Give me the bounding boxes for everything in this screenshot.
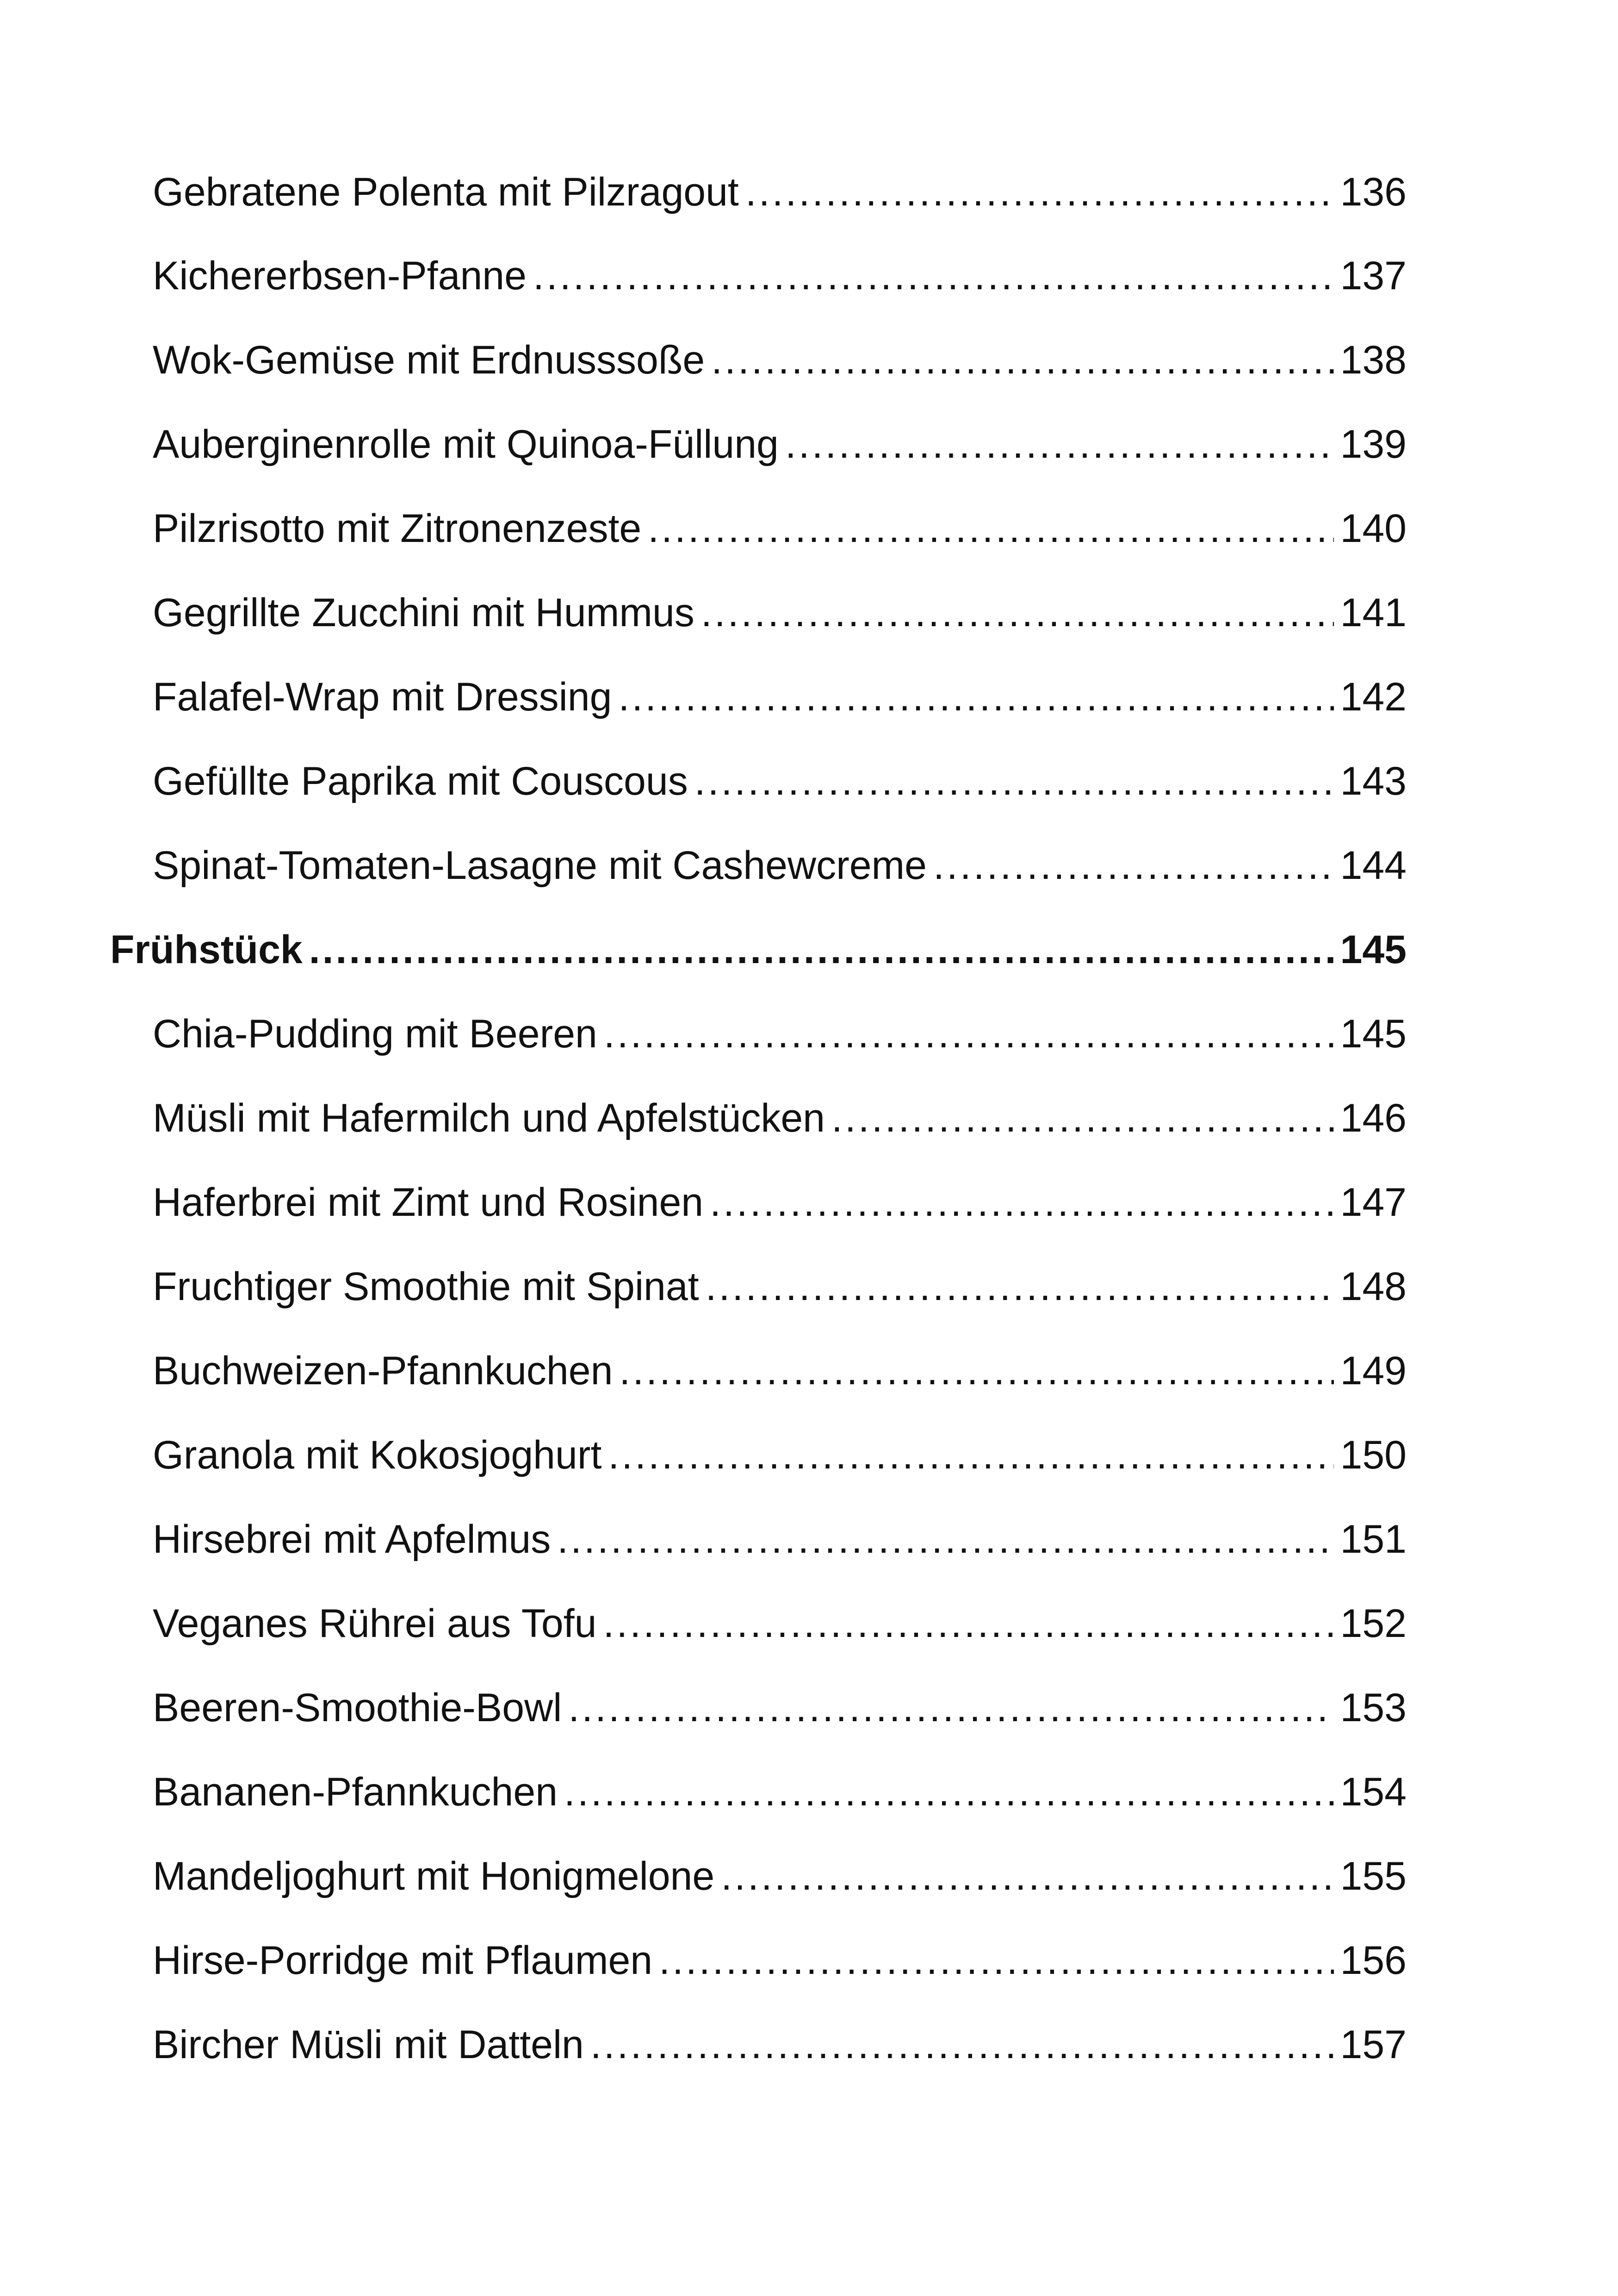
toc-entry-title: Veganes Rührei aus Tofu (153, 1601, 597, 1646)
toc-leader-dots (557, 1512, 1333, 1567)
toc-leader-dots (568, 1680, 1333, 1736)
toc-leader-dots (831, 1090, 1333, 1146)
toc-leader-dots (710, 1175, 1333, 1230)
toc-entry (153, 1596, 1407, 1651)
toc-entry (153, 838, 1407, 893)
toc-entry-title: Auberginenrolle mit Quinoa-Füllung (153, 422, 779, 467)
toc-entry-title: Fruchtiger Smoothie mit Spinat (153, 1264, 699, 1309)
toc-leader-dots (745, 164, 1334, 220)
toc-entry-page: 136 (1340, 170, 1407, 214)
toc-entry (153, 248, 1407, 304)
toc-entry-title: Gebratene Polenta mit Pilzragout (153, 170, 739, 214)
toc-entry-title: Falafel-Wrap mit Dressing (153, 675, 612, 719)
toc-leader-dots (309, 922, 1334, 977)
toc-entry-page: 143 (1340, 759, 1407, 803)
toc-entry (153, 753, 1407, 809)
toc-entry-page: 152 (1340, 1601, 1407, 1646)
toc-entry-title: Granola mit Kokosjoghurt (153, 1433, 602, 1477)
toc-leader-dots (785, 417, 1334, 472)
toc-leader-dots (619, 1343, 1333, 1399)
toc-entry-page: 156 (1340, 1938, 1407, 1983)
toc-entry-title: Kichererbsen-Pfanne (153, 254, 527, 298)
toc-entry-title: Buchweizen-Pfannkuchen (153, 1349, 613, 1393)
toc-entry-title: Gefüllte Paprika mit Couscous (153, 759, 688, 803)
toc-entry (153, 417, 1407, 472)
toc-leader-dots (590, 2017, 1334, 2072)
toc-entry-page: 139 (1340, 422, 1407, 467)
toc-leader-dots (694, 753, 1334, 809)
toc-leader-dots (706, 1259, 1334, 1314)
toc-entry (153, 332, 1407, 388)
toc-chapter-title: Frühstück (110, 927, 303, 972)
toc-leader-dots (701, 585, 1334, 641)
toc-entry (153, 1764, 1407, 1820)
toc-entry-title: Bircher Müsli mit Datteln (153, 2022, 584, 2067)
toc-entry-page: 153 (1340, 1686, 1407, 1730)
toc-leader-dots (603, 1596, 1333, 1651)
toc-entry-page: 138 (1340, 338, 1407, 382)
toc-entry-page: 151 (1340, 1517, 1407, 1562)
toc-entry-page: 142 (1340, 675, 1407, 719)
toc-entry (153, 1848, 1407, 1904)
toc-entry (153, 1933, 1407, 1988)
toc-entry-title: Bananen-Pfannkuchen (153, 1770, 558, 1814)
toc-entry (153, 1259, 1407, 1314)
toc-entry-title: Hirsebrei mit Apfelmus (153, 1517, 551, 1562)
toc-entry (153, 585, 1407, 641)
toc-entry-title: Gegrillte Zucchini mit Hummus (153, 591, 694, 635)
toc-entry (153, 2017, 1407, 2072)
toc-entry-title: Pilzrisotto mit Zitronenzeste (153, 506, 642, 551)
toc-leader-dots (648, 501, 1333, 556)
toc-entry (153, 1512, 1407, 1567)
toc-leader-dots (659, 1933, 1333, 1988)
toc-entry-page: 146 (1340, 1096, 1407, 1140)
toc-entry-page: 140 (1340, 506, 1407, 551)
toc-leader-dots (711, 332, 1333, 388)
toc-leader-dots (533, 248, 1334, 304)
toc-entry-title: Mandeljoghurt mit Honigmelone (153, 1854, 715, 1898)
toc-leader-dots (721, 1848, 1333, 1904)
toc-entry (153, 1090, 1407, 1146)
toc-entry-page: 157 (1340, 2022, 1407, 2067)
toc-entry-page: 148 (1340, 1264, 1407, 1309)
toc-entry (153, 1427, 1407, 1483)
toc-entry-page: 144 (1340, 843, 1407, 888)
toc-entry-page: 147 (1340, 1180, 1407, 1225)
toc-leader-dots (933, 838, 1333, 893)
toc-entry-page: 149 (1340, 1349, 1407, 1393)
toc-entry-title: Beeren-Smoothie-Bowl (153, 1686, 562, 1730)
toc-entry (153, 669, 1407, 725)
toc-entry (153, 164, 1407, 220)
toc-entry-page: 154 (1340, 1770, 1407, 1814)
toc-entry (153, 1175, 1407, 1230)
toc-chapter-heading (110, 922, 1407, 977)
toc-entry (153, 1343, 1407, 1399)
toc-chapter-page: 145 (1340, 927, 1407, 972)
toc-entry-page: 141 (1340, 591, 1407, 635)
toc-entry (153, 501, 1407, 556)
toc-entry-title: Müsli mit Hafermilch und Apfelstücken (153, 1096, 825, 1140)
toc-entry-page: 137 (1340, 254, 1407, 298)
toc-entry-title: Chia-Pudding mit Beeren (153, 1012, 597, 1056)
toc-entry-title: Wok-Gemüse mit Erdnusssoße (153, 338, 705, 382)
toc-leader-dots (608, 1427, 1333, 1483)
toc-leader-dots (564, 1764, 1333, 1820)
toc-entry-title: Spinat-Tomaten-Lasagne mit Cashewcreme (153, 843, 927, 888)
toc-entry-title: Haferbrei mit Zimt und Rosinen (153, 1180, 704, 1225)
toc-entry-page: 150 (1340, 1433, 1407, 1477)
toc-entry-page: 155 (1340, 1854, 1407, 1898)
toc-entry-page: 145 (1340, 1012, 1407, 1056)
toc-entry-title: Hirse-Porridge mit Pflaumen (153, 1938, 653, 1983)
toc-leader-dots (604, 1006, 1334, 1062)
toc-entry (153, 1680, 1407, 1736)
toc-entry (153, 1006, 1407, 1062)
toc-leader-dots (618, 669, 1333, 725)
